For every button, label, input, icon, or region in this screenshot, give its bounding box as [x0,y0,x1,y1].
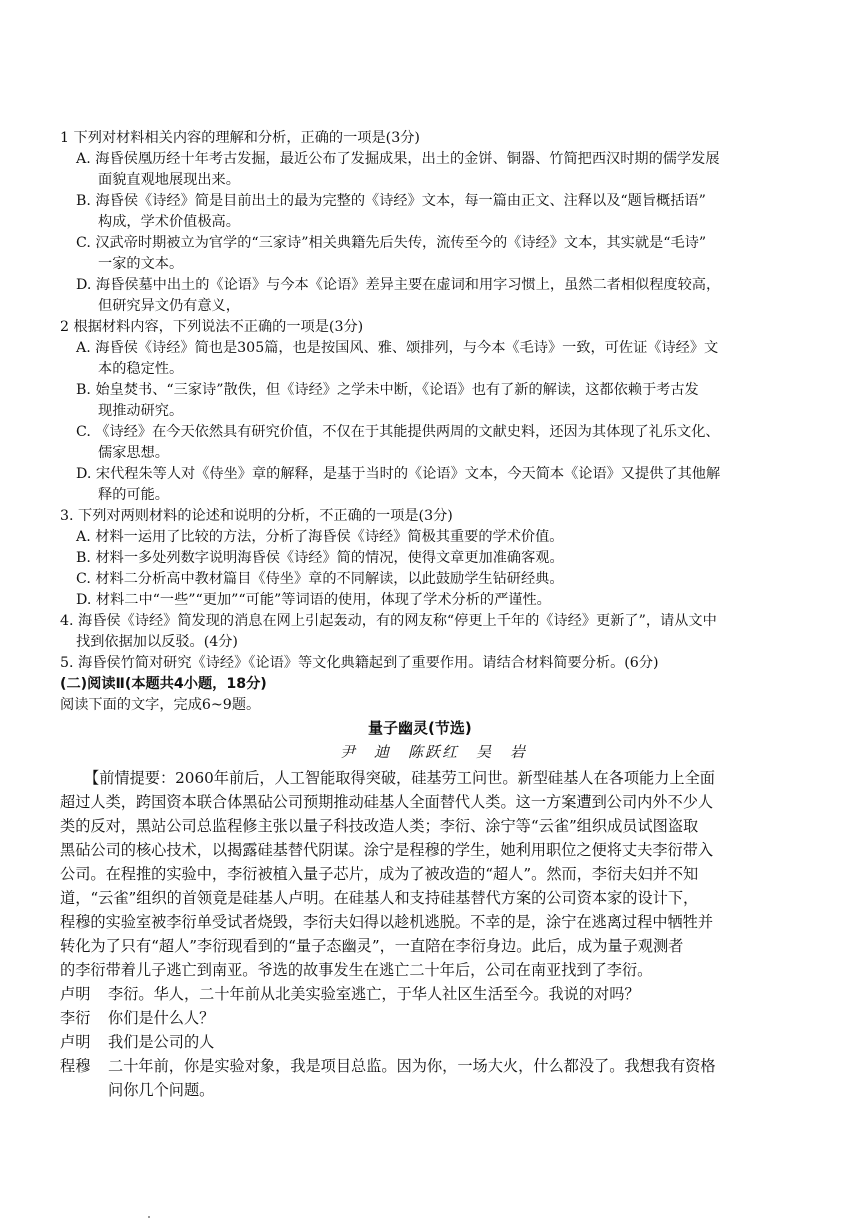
intro-line: 转化为了只有“超人”李衍现看到的“量子态幽灵”，一直陪在李衍身边。此后，成为量子观测者 [60,937,684,955]
dialogue-line: 我们是公司的人 [108,1033,215,1051]
question-1-option-d: D. 海昏侯墓中出土的《论语》与今本《论语》差异主要在虚词和用字习惯上，虽然二者相似程度较高， [76,277,721,293]
question-2-option-c-cont: 儒家思想。 [98,445,169,461]
dialogue-line: 你们是什么人？ [108,1009,215,1027]
story-authors: 尹 迪 陈跃红 吴 岩 [340,743,528,761]
dialogue-line: 李衍。华人，二十年前从北美实验室逃亡，于华人社区生活至今。我说的对吗？ [108,985,640,1003]
intro-line: 公司。在程推的实验中，李衍被植入量子芯片，成为了被改造的“超人”。然而，李衍夫妇并不知 [60,865,699,883]
question-3-option-c: C. 材料二分析高中教材篇目《侍坐》章的不同解读，以此鼓励学生钻研经典。 [76,571,564,587]
section-heading: (二)阅读Ⅱ(本题共4小题，18分) [60,676,267,692]
question-2-option-a-cont: 本的稳定性。 [98,361,184,377]
question-3-option-b: B. 材料一多处列数字说明海昏侯《诗经》简的情况，使得文章更加准确客观。 [76,550,564,566]
dialogue-speaker: 程穆 [60,1057,91,1075]
question-1-option-d-cont: 但研究异文仍有意义， [98,298,240,314]
dialogue-speaker: 李衍 [60,1009,91,1027]
question-1-option-b-cont: 构成，学术价值极高。 [98,214,240,230]
intro-line: 【前情提要：2060年前后，人工智能取得突破，硅基劳工问世。新型硅基人在各项能力上全面 [84,769,715,787]
intro-line: 程穆的实验室被李衍单受试者烧毁，李衍夫妇得以趁机逃脱。不幸的是，涂宁在逃离过程中牺牲并 [60,913,714,931]
question-4-stem-cont: 找到依据加以反驳。(4分) [76,634,238,650]
question-2-option-c: C. 《诗经》在今天依然具有研究价值，不仅在于其能提供两周的文献史料，还因为其体现了礼乐文化、 [76,424,720,440]
question-5-stem: 5. 海昏侯竹简对研究《诗经》《论语》等文化典籍起到了重要作用。请结合材料简要分析。(6分) [60,655,659,671]
scan-speck [148,1216,150,1218]
question-3-stem: 3. 下列对两则材料的论述和说明的分析，不正确的一项是(3分) [60,508,453,524]
question-3-option-d: D. 材料二中“一些”“更加”“可能”等词语的使用，体现了学术分析的严谨性。 [76,592,551,608]
dialogue-line-cont: 问你几个问题。 [108,1081,215,1099]
question-2-option-d-cont: 释的可能。 [98,487,169,503]
question-1-option-c-cont: 一家的文本。 [98,256,184,272]
story-title: 量子幽灵(节选) [368,719,472,737]
question-1-option-b: B. 海昏侯《诗经》简是目前出土的最为完整的《诗经》文本，每一篇由正文、注释以及“题旨概括语” [76,193,706,209]
question-1-option-a: A. 海昏侯凰历经十年考古发掘，最近公布了发掘成果，出土的金饼、铜器、竹简把西汉时期的儒学发展 [76,151,720,167]
question-1-option-c: C. 汉武帝时期被立为官学的“三家诗”相关典籍先后失传，流传至今的《诗经》文本，其实就是“毛诗” [76,235,707,251]
question-1-option-a-cont: 面貌直观地展现出来。 [98,172,240,188]
intro-line: 黑砧公司的核心技术，以揭露硅基替代阴谋。涂宁是程穆的学生，她利用职位之便将丈夫李衍带入 [60,841,714,859]
question-2-option-b-cont: 现推动研究。 [98,403,184,419]
question-2-option-b: B. 始皇焚书、“三家诗”散佚，但《诗经》之学未中断，《论语》也有了新的解读，这都依赖于考古发 [76,382,699,398]
question-1-stem: 1 下列对材料相关内容的理解和分析，正确的一项是(3分) [60,130,420,146]
question-2-stem: 2 根据材料内容，下列说法不正确的一项是(3分) [60,319,364,335]
question-4-stem: 4. 海昏侯《诗经》简发现的消息在网上引起轰动，有的网友称“停更上千年的《诗经》更新了”，请从文中 [60,613,717,629]
intro-line: 的李衍带着儿子逃亡到南亚。爷选的故事发生在逃亡二十年后，公司在南亚找到了李衍。 [60,961,653,979]
section-instruction: 阅读下面的文字，完成6~9题。 [60,697,261,713]
question-2-option-d: D. 宋代程朱等人对《侍坐》章的解释，是基于当时的《论语》文本，今天简本《论语》又提供了其他解 [76,466,721,482]
question-2-option-a: A. 海昏侯《诗经》简也是305篇，也是按国风、雅、颂排列，与今本《毛诗》一致，可佐证《诗经》文 [76,340,719,356]
intro-line: 道，“云雀”组织的首领竟是硅基人卢明。在硅基人和支持硅基替代方案的公司资本家的设计下， [60,889,699,907]
dialogue-speaker: 卢明 [60,985,91,1003]
dialogue-line: 二十年前，你是实验对象，我是项目总监。因为你，一场大火，什么都没了。我想我有资格 [108,1057,716,1075]
intro-line: 类的反对，黑站公司总监程修主张以量子科技改造人类；李衍、涂宁等“云雀”组织成员试图盗取 [60,817,699,835]
intro-line: 超过人类，跨国资本联合体黑砧公司预期推动硅基人全面替代人类。这一方案遭到公司内外不少人 [60,793,714,811]
dialogue-speaker: 卢明 [60,1033,91,1051]
question-3-option-a: A. 材料一运用了比较的方法，分析了海昏侯《诗经》简极其重要的学术价值。 [76,529,564,545]
